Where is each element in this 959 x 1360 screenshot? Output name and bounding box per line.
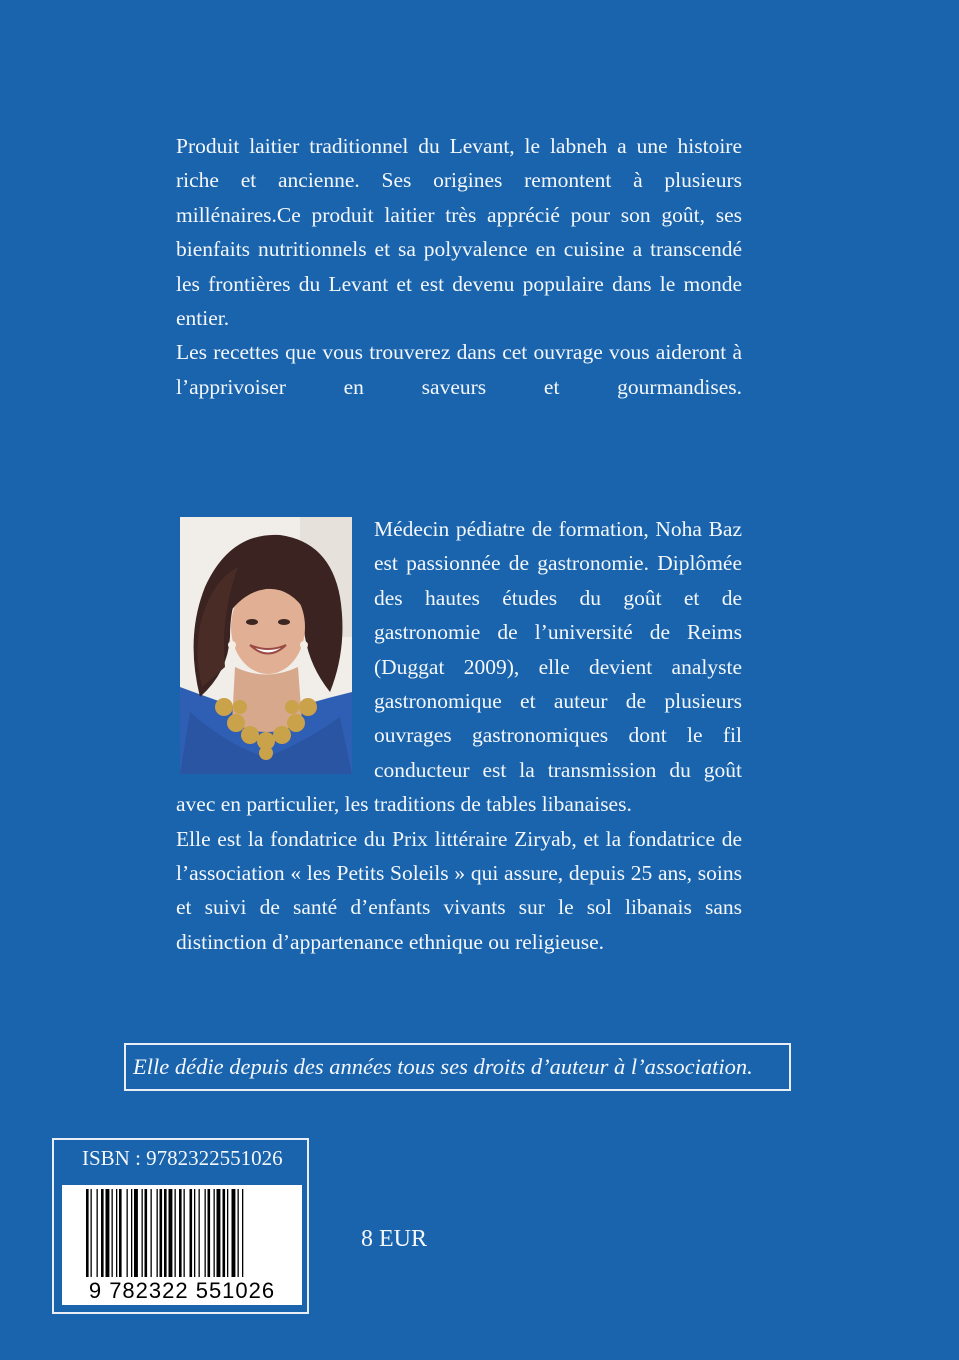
barcode-bar — [190, 1189, 193, 1277]
barcode-bar — [169, 1189, 173, 1277]
isbn-label: ISBN : 9782322551026 — [82, 1146, 283, 1170]
barcode-bar — [157, 1189, 158, 1277]
barcode-bar — [119, 1189, 122, 1277]
barcode-bar — [214, 1189, 215, 1277]
price-label: 8 EUR — [361, 1226, 427, 1252]
barcode-bar — [97, 1189, 98, 1277]
intro-paragraph-2: Les recettes que vous trouverez dans cet ouvrage vous aideront à l’apprivoiser en saveurs et gourmandises. — [176, 340, 742, 399]
bio-paragraph-1: Médecin pédiatre de formation, Noha Baz est passionnée de gastronomie. Diplômée des hautes études du goût et de gastronomie de l’université de Reims (Duggat 2009), elle devient analyste gastronomique et auteur de plusieurs ouvrages gastronomiques dont le fil conducteur est la transmission du goût avec en particulier, les traditions de tables libanaises. — [176, 517, 742, 817]
barcode-bar — [208, 1189, 211, 1277]
barcode-bar — [160, 1189, 163, 1277]
barcode-bar — [238, 1189, 239, 1277]
barcode-bar — [116, 1189, 117, 1277]
dedication-box — [124, 1043, 791, 1091]
barcode-bar — [227, 1189, 228, 1277]
barcode — [62, 1185, 302, 1305]
barcode-bar — [106, 1189, 110, 1277]
author-bio — [176, 512, 742, 959]
author-portrait-image — [180, 517, 352, 774]
barcode-bar — [199, 1189, 200, 1277]
dedication-text: Elle dédie depuis des années tous ses droits d’auteur à l’association. — [133, 1054, 753, 1079]
intro-paragraph-1: Produit laitier traditionnel du Levant, le labneh a une histoire riche et ancienne. Ses origines remontent à plusieurs millénaires.Ce produit laitier très apprécié pour son goût, ses bienfaits nutritionnels et sa polyvalence en cuisine a transcendé les frontières du Levant et est devenu populaire dans le monde entier. — [176, 134, 742, 331]
barcode-bar — [164, 1189, 167, 1277]
barcode-bar — [223, 1189, 226, 1277]
barcode-bar — [194, 1189, 195, 1277]
barcode-image — [62, 1185, 302, 1305]
barcode-bar — [232, 1189, 236, 1277]
barcode-digits: 9 782322 551026 — [88, 1278, 276, 1303]
barcode-bar — [127, 1189, 128, 1277]
barcode-bar — [112, 1189, 113, 1277]
barcode-bar — [134, 1189, 138, 1277]
bio-paragraph-2: Elle est la fondatrice du Prix littéraire Ziryab, et la fondatrice de l’association « les Petits Soleils » qui assure, depuis 25 ans, soins et suivi de santé d’enfants vivants sur le sol libanais sans distinction d’appartenance ethnique ou religieuse. — [176, 826, 742, 954]
barcode-bar — [217, 1189, 221, 1277]
barcode-bar — [179, 1189, 182, 1277]
intro-text — [176, 129, 742, 404]
barcode-bar — [131, 1189, 132, 1277]
barcode-bar — [242, 1189, 243, 1277]
barcode-bar — [145, 1189, 148, 1277]
barcode-bar — [86, 1189, 89, 1277]
isbn-box — [52, 1138, 309, 1314]
author-photo — [180, 517, 352, 774]
barcode-bar — [142, 1189, 143, 1277]
barcode-bar — [91, 1189, 92, 1277]
barcode-bar — [101, 1189, 104, 1277]
barcode-bar — [175, 1189, 176, 1277]
barcode-bar — [151, 1189, 152, 1277]
barcode-bar — [184, 1189, 185, 1277]
barcode-bar — [205, 1189, 206, 1277]
